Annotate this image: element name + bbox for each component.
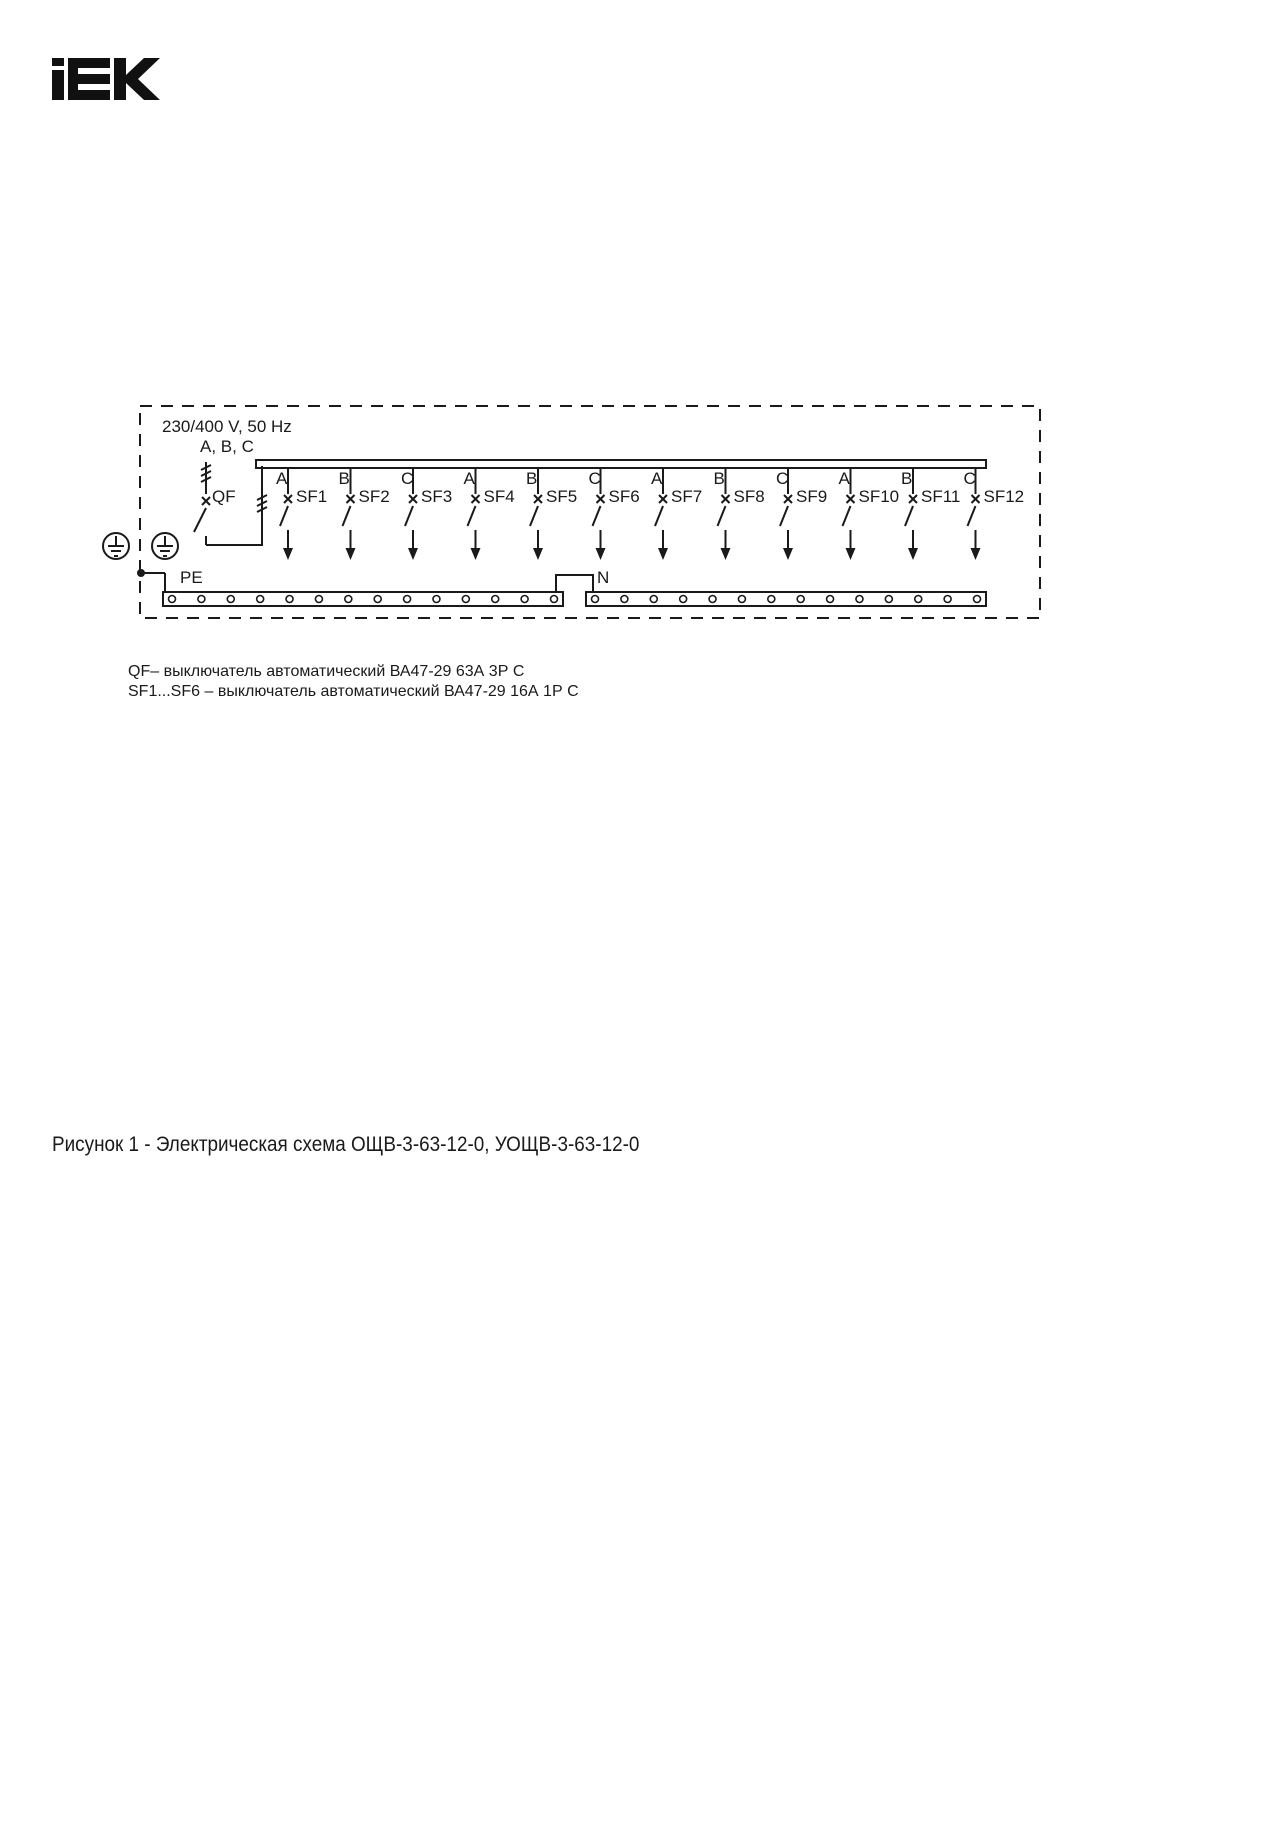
legend-line: SF1...SF6 – выключатель автоматический ВА47-29 16А 1Р С xyxy=(128,683,579,700)
ground-icon xyxy=(103,533,129,559)
branch-breaker-sf11 xyxy=(901,467,960,560)
n-terminal xyxy=(885,596,892,603)
n-terminal xyxy=(621,596,628,603)
ground-icon xyxy=(152,533,178,559)
pe-label: PE xyxy=(180,568,203,587)
n-terminal xyxy=(944,596,951,603)
phases-label: A, B, C xyxy=(200,437,254,456)
phase-label: B xyxy=(901,469,913,488)
pe-terminal xyxy=(521,596,528,603)
phase-label: A xyxy=(651,469,663,488)
n-label: N xyxy=(597,568,610,587)
phase-label: C xyxy=(401,469,414,488)
n-terminal xyxy=(709,596,716,603)
pe-terminal xyxy=(286,596,293,603)
breaker-label: SF9 xyxy=(796,487,828,506)
branch-breaker-sf6 xyxy=(589,467,640,560)
pe-terminal xyxy=(404,596,411,603)
n-terminal xyxy=(915,596,922,603)
breaker-label: SF7 xyxy=(671,487,703,506)
n-terminal-bar xyxy=(586,592,986,606)
phase-label: A xyxy=(463,469,475,488)
arrow-down-icon xyxy=(721,548,731,560)
arrow-down-icon xyxy=(471,548,481,560)
breaker-label: SF3 xyxy=(421,487,453,506)
pe-terminal xyxy=(492,596,499,603)
breaker-label: SF4 xyxy=(483,487,515,506)
branch-breaker-sf4 xyxy=(464,467,515,560)
branch-breaker-sf7 xyxy=(651,467,702,560)
phase-label: B xyxy=(338,469,350,488)
breaker-label: SF10 xyxy=(858,487,900,506)
n-terminal xyxy=(974,596,981,603)
pe-terminal xyxy=(551,596,558,603)
arrow-down-icon xyxy=(283,548,293,560)
n-terminal xyxy=(650,596,657,603)
arrow-down-icon xyxy=(533,548,543,560)
pe-terminal xyxy=(315,596,322,603)
legend xyxy=(128,662,579,702)
n-jumper-wire xyxy=(556,575,593,592)
arrow-down-icon xyxy=(346,548,356,560)
breaker-label: SF5 xyxy=(546,487,578,506)
branch-breaker-sf10 xyxy=(839,467,900,560)
n-terminal xyxy=(797,596,804,603)
breaker-label: SF1 xyxy=(296,487,328,506)
phase-label: C xyxy=(776,469,789,488)
phase-label: B xyxy=(713,469,725,488)
breaker-label: SF2 xyxy=(358,487,390,506)
supply-label: 230/400 V, 50 Hz xyxy=(162,417,292,436)
pe-terminal xyxy=(374,596,381,603)
branch-breaker-sf1 xyxy=(276,467,327,560)
breaker-label: SF11 xyxy=(921,487,961,506)
phase-label: C xyxy=(588,469,601,488)
branch-breaker-sf3 xyxy=(401,467,452,560)
n-terminal xyxy=(856,596,863,603)
legend-line: QF– выключатель автоматический ВА47-29 63А 3Р С xyxy=(128,663,525,680)
pe-terminal xyxy=(227,596,234,603)
figure-caption: Рисунок 1 - Электрическая схема ОЩВ-3-63-12-0, УОЩВ-3-63-12-0 xyxy=(52,1133,640,1156)
pe-terminal xyxy=(433,596,440,603)
n-terminal xyxy=(680,596,687,603)
arrow-down-icon xyxy=(971,548,981,560)
pe-terminal xyxy=(345,596,352,603)
pe-terminal xyxy=(198,596,205,603)
branch-breaker-sf12 xyxy=(964,467,1025,560)
n-terminal xyxy=(738,596,745,603)
main-breaker-label: QF xyxy=(212,487,236,506)
branch-breaker-sf2 xyxy=(339,467,390,560)
branch-breaker-sf5 xyxy=(526,467,577,560)
arrow-down-icon xyxy=(846,548,856,560)
arrow-down-icon xyxy=(783,548,793,560)
pe-terminal xyxy=(462,596,469,603)
n-terminal xyxy=(592,596,599,603)
breaker-label: SF8 xyxy=(733,487,765,506)
arrow-down-icon xyxy=(408,548,418,560)
pe-terminal xyxy=(257,596,264,603)
branch-breaker-sf8 xyxy=(714,467,765,560)
branch-breaker-sf9 xyxy=(776,467,827,560)
phase-label: A xyxy=(276,469,288,488)
phase-label: A xyxy=(838,469,850,488)
pe-terminal-bar xyxy=(163,592,563,606)
breaker-label: SF12 xyxy=(983,487,1025,506)
arrow-down-icon xyxy=(596,548,606,560)
n-terminal xyxy=(768,596,775,603)
main-busbar xyxy=(256,460,986,468)
n-terminal xyxy=(827,596,834,603)
phase-label: C xyxy=(963,469,976,488)
phase-label: B xyxy=(526,469,538,488)
enclosure-border xyxy=(140,406,1040,618)
arrow-down-icon xyxy=(658,548,668,560)
arrow-down-icon xyxy=(908,548,918,560)
pe-terminal xyxy=(169,596,176,603)
breaker-label: SF6 xyxy=(608,487,640,506)
